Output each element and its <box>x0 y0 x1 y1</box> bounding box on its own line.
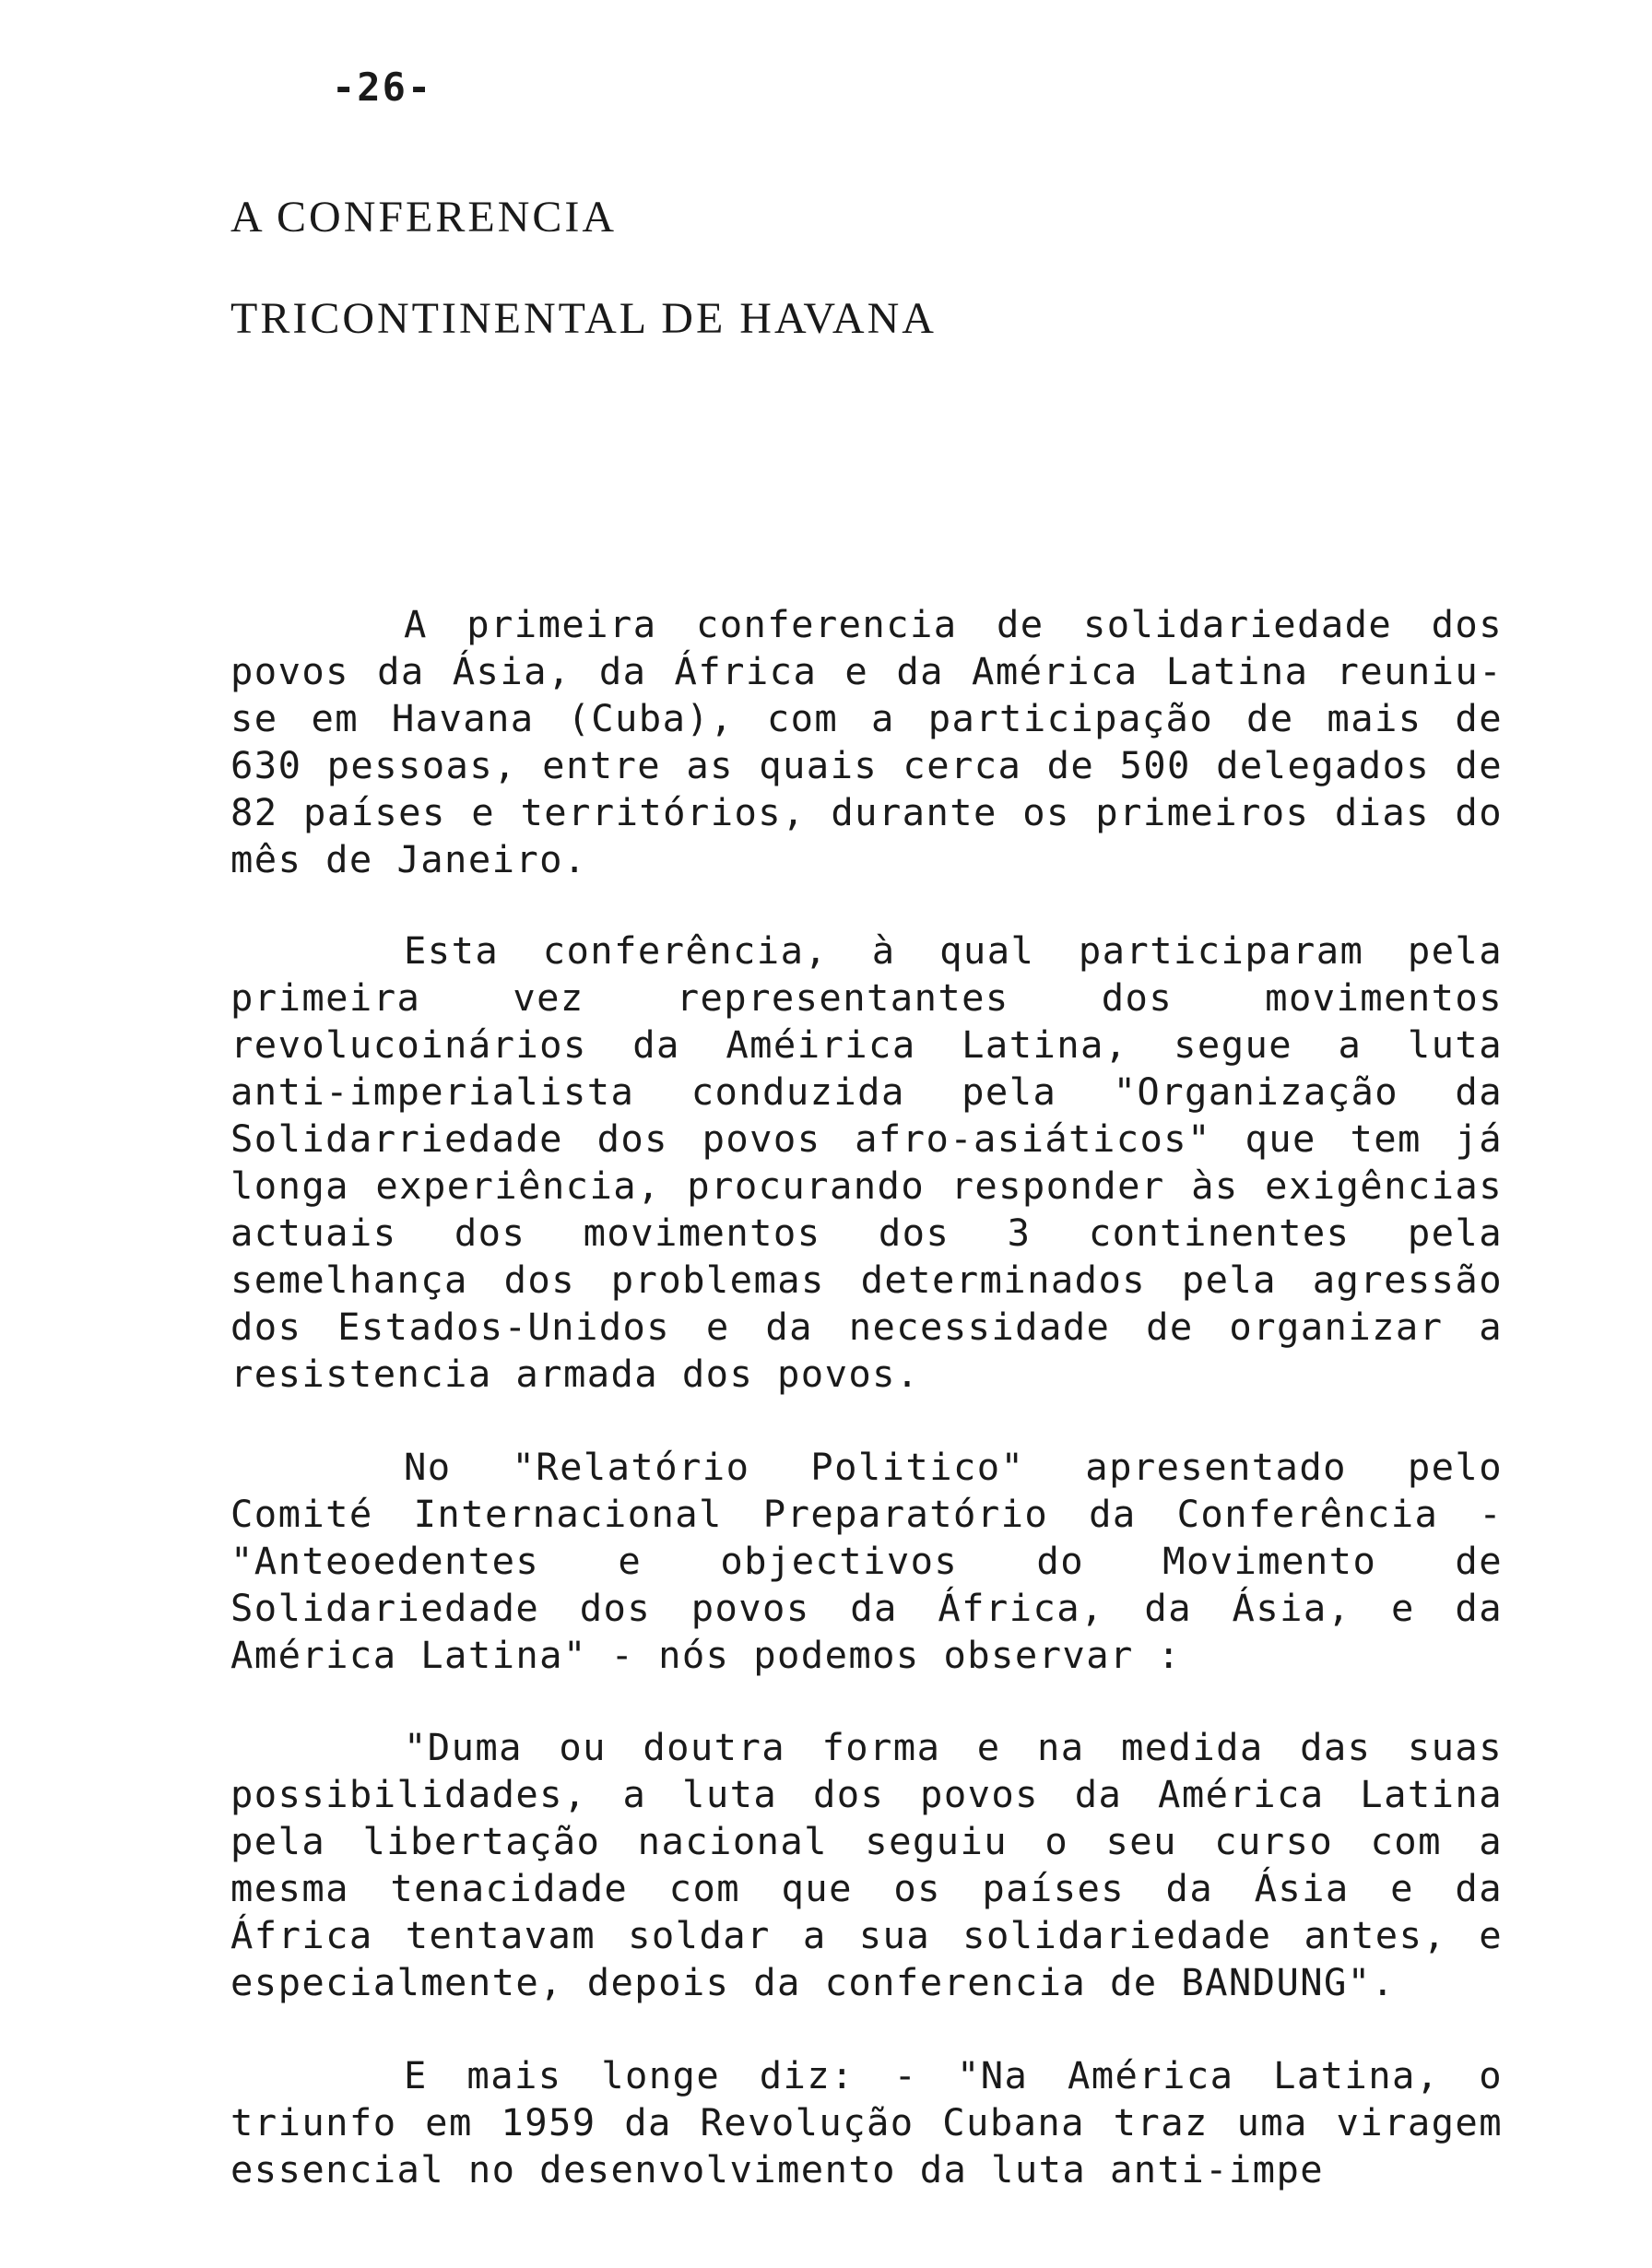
paragraph: "Duma ou doutra forma e na medida das suas possibilidades, a luta dos povos da América Latina pela libertação nacional seguiu o seu curso com a mesma tenacidade com que os países da Ásia e da África tentavam soldar a sua solidariedade antes, e especialmente, depois da conferencia de BANDUNG". <box>230 1725 1503 2004</box>
paragraph: A primeira conferencia de solidariedade dos povos da Ásia, da África e da América Latina reuniu-se em Havana (Cuba), com a participação de mais de 630 pessoas, entre as quais cerca de 500 delegados de 82 países e territórios, durante os primeiros dias do mês de Janeiro. <box>230 602 1503 881</box>
page-number: -26- <box>332 65 433 110</box>
paragraph: Esta conferência, à qual participaram pela primeira vez representantes dos movimentos revolucoinários da Améirica Latina, segue a luta anti-imperialista conduzida pela "Organização da Solidarriedade dos povos afro-asiáticos" que tem já longa experiência, procurando responder às exigências actuais dos movimentos dos 3 continentes pela semelhança dos problemas determinados pela agressão dos Estados-Unidos e da necessidade de organizar a resistencia armada dos povos. <box>230 928 1503 1396</box>
paragraph: No "Relatório Politico" apresentado pelo Comité Internacional Preparatório da Conferência - "Anteoedentes e objectivos do Movimento de Solidariedade dos povos da África, da Ásia, e da América Latina" - nós podemos observar : <box>230 1445 1503 1677</box>
paragraph-block-4 <box>230 1724 1503 2006</box>
paragraph: E mais longe diz: - "Na América Latina, o triunfo em 1959 da Revolução Cubana traz uma viragem essencial no desenvolvimento da luta anti-impe <box>230 2053 1503 2191</box>
paragraph-block-1 <box>230 601 1503 883</box>
paragraph-block-3 <box>230 1444 1503 1679</box>
paragraph-block-2 <box>230 927 1503 1398</box>
document-title-line-1: A CONFERENCIA <box>230 193 618 242</box>
document-title-line-2: TRICONTINENTAL DE HAVANA <box>230 294 937 343</box>
paragraph-block-5 <box>230 2052 1503 2193</box>
